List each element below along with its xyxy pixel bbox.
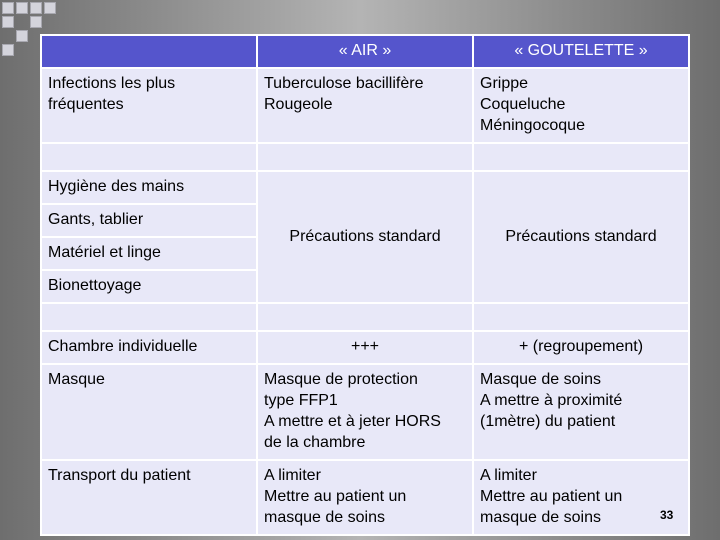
masque-label: Masque xyxy=(42,365,256,459)
chambre-goutelette: + (regroupement) xyxy=(474,332,688,363)
masque-goutelette xyxy=(474,365,688,459)
header-empty-cell xyxy=(42,36,256,67)
precautions-goutelette: Précautions standard xyxy=(474,172,688,302)
chambre-label: Chambre individuelle xyxy=(42,332,256,363)
transport-label: Transport du patient xyxy=(42,461,256,534)
transport-air-line: Mettre au patient un xyxy=(264,488,407,505)
precautions-table xyxy=(40,34,690,536)
chambre-air: +++ xyxy=(258,332,472,363)
masque-air xyxy=(258,365,472,459)
infections-label-line: fréquentes xyxy=(48,96,124,113)
transport-gout-line: Mettre au patient un xyxy=(480,488,623,505)
infections-gout-line: Méningocoque xyxy=(480,117,585,134)
spacer-row xyxy=(42,304,688,330)
header-row xyxy=(42,36,688,67)
masque-air-line: A mettre et à jeter HORS xyxy=(264,413,441,430)
transport-air-line: A limiter xyxy=(264,467,321,484)
chambre-row xyxy=(42,332,688,363)
transport-air xyxy=(258,461,472,534)
transport-row xyxy=(42,461,688,534)
precautions-air: Précautions standard xyxy=(258,172,472,302)
infections-air-line: Tuberculose bacillifère xyxy=(264,75,424,92)
infections-label-line: Infections les plus xyxy=(48,75,176,92)
materiel-label: Matériel et linge xyxy=(42,238,256,269)
transport-air-line: masque de soins xyxy=(264,509,385,526)
infections-label xyxy=(42,69,256,142)
page-number: 33 xyxy=(660,508,674,522)
spacer-row xyxy=(42,144,688,170)
masque-gout-line: Masque de soins xyxy=(480,371,601,388)
infections-gout-line: Coqueluche xyxy=(480,96,566,113)
header-air: « AIR » xyxy=(258,36,472,67)
masque-air-line: de la chambre xyxy=(264,434,366,451)
transport-gout-line: A limiter xyxy=(480,467,537,484)
infections-gout-line: Grippe xyxy=(480,75,529,92)
infections-row xyxy=(42,69,688,142)
masque-row xyxy=(42,365,688,459)
hygiene-row xyxy=(42,172,688,203)
transport-gout-line: masque de soins xyxy=(480,509,601,526)
hygiene-label: Hygiène des mains xyxy=(42,172,256,203)
infections-air xyxy=(258,69,472,142)
masque-gout-line: (1mètre) du patient xyxy=(480,413,616,430)
masque-air-line: Masque de protection xyxy=(264,371,418,388)
infections-air-line: Rougeole xyxy=(264,96,333,113)
transport-goutelette xyxy=(474,461,688,534)
masque-air-line: type FFP1 xyxy=(264,392,338,409)
bionettoyage-label: Bionettoyage xyxy=(42,271,256,302)
gants-label: Gants, tablier xyxy=(42,205,256,236)
header-goutelette: « GOUTELETTE » xyxy=(474,36,688,67)
infections-goutelette xyxy=(474,69,688,142)
masque-gout-line: A mettre à proximité xyxy=(480,392,623,409)
